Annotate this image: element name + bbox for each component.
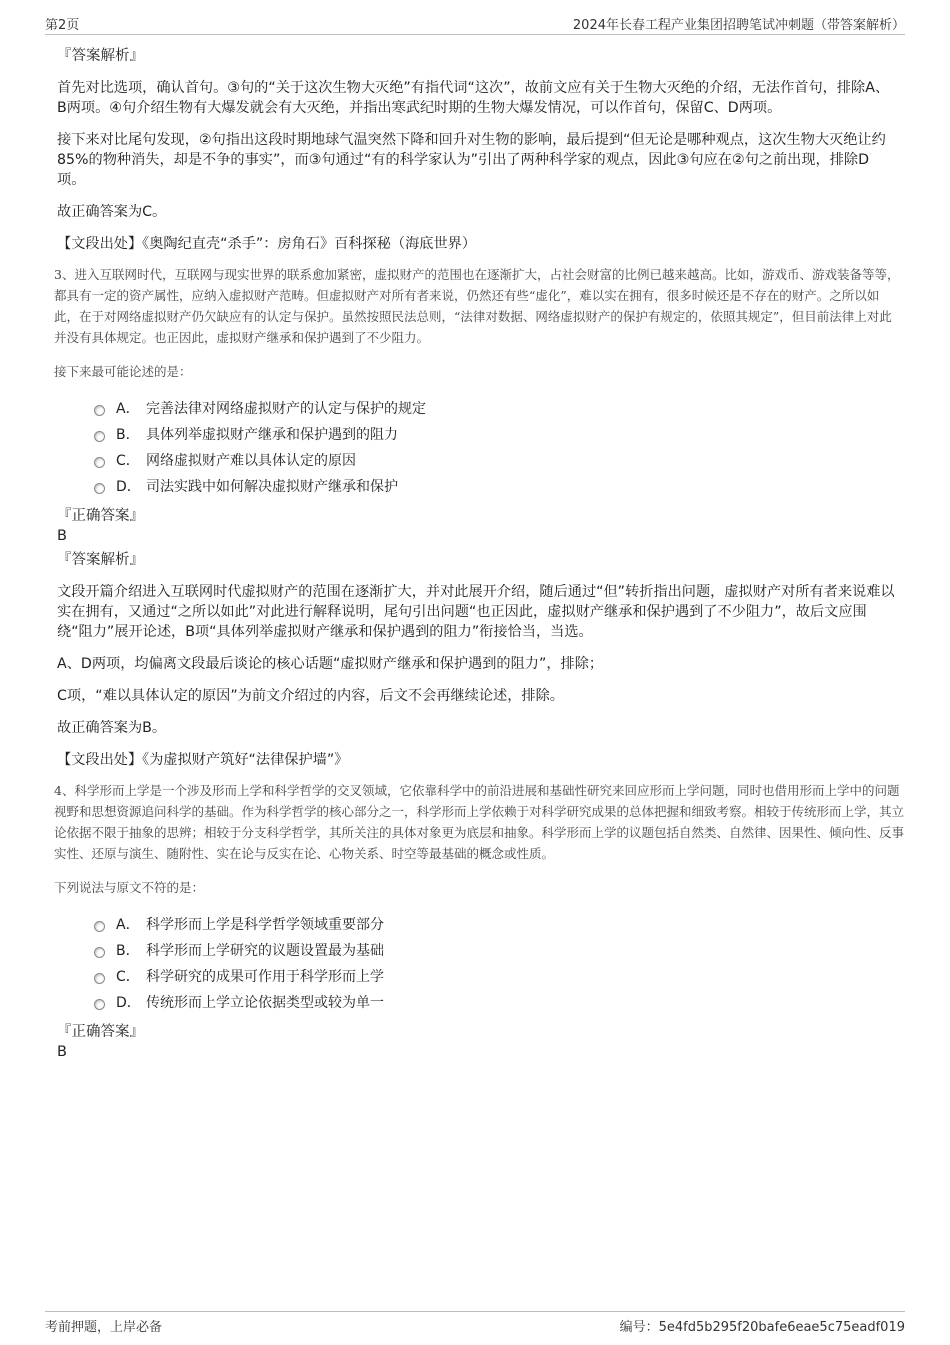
- option-a[interactable]: [94, 912, 897, 938]
- source-citation: 【文段出处】《为虚拟财产筑好“法律保护墙”》: [57, 752, 349, 768]
- source-citation: 【文段出处】《奥陶纪直壳“杀手”：房角石》百科探秘（海底世界）: [57, 236, 477, 252]
- radio-button[interactable]: [94, 457, 105, 468]
- option-text: 传统形而上学立论依据类型或较为单一: [146, 995, 384, 1011]
- radio-button[interactable]: [94, 947, 105, 958]
- analysis-paragraph: 接下来对比尾句发现，②句指出这段时期地球气温突然下降和回升对生物的影响，最后提到“但无论是哪种观点，这次生物大灭绝让约85%的物种消失，却是不争的事实”，而③句通过“有的科学家认为”引出了两种科学家的观点，因此③句应在②句之前出现，排除D项。: [57, 132, 886, 188]
- radio-button[interactable]: [94, 405, 105, 416]
- question-4-text: 4、科学形而上学是一个涉及形而上学和科学哲学的交叉领域，它依靠科学中的前沿进展和基础性研究来回应形而上学问题，同时也借用形而上学中的问题视野和思想资源追问科学的基础。作为科学哲学的核心部分之一，科学形而上学依赖于对科学研究成果的总体把握和细致考察。相较于传统形而上学，其立论依据不限于抽象的思辨；相较于分支科学哲学，其所关注的具体对象更为底层和抽象。科学形而上学的议题包括自然类、自然律、因果性、倾向性、反事实性、还原与演生、随附性、实在论与反实在论、心物关系、时空等最基础的概念或性质。: [54, 783, 905, 861]
- question-3-options: [94, 396, 897, 500]
- analysis-paragraph: 文段开篇介绍进入互联网时代虚拟财产的范围在逐渐扩大，并对此展开介绍，随后通过“但”转折指出问题，虚拟财产对所有者来说难以实在拥有，又通过“之所以如此”对此进行解释说明，尾句引出问题“也正因此，虚拟财产继承和保护遇到了不少阻力”，故后文应围绕“阻力”展开论述，B项“具体列举虚拟财产继承和保护遇到的阻力”衔接恰当，当选。: [57, 584, 895, 640]
- correct-answer-value: B: [57, 1044, 67, 1060]
- analysis-label: 『答案解析』: [57, 552, 144, 568]
- radio-button[interactable]: [94, 999, 105, 1010]
- correct-answer-label: 『正确答案』: [57, 508, 144, 524]
- radio-button[interactable]: [94, 921, 105, 932]
- question-3-prompt: 接下来最可能论述的是：: [54, 364, 192, 379]
- option-text: 科学形而上学是科学哲学领域重要部分: [146, 917, 384, 933]
- option-a[interactable]: [94, 396, 897, 422]
- option-letter: A．: [116, 917, 140, 933]
- document-id: 编号：5e4fd5b295f20bafe6eae5c75eadf019: [619, 1320, 905, 1335]
- footer-slogan: 考前押题，上岸必备: [45, 1320, 163, 1335]
- option-text: 司法实践中如何解决虚拟财产继承和保护: [146, 479, 398, 495]
- question-4-prompt: 下列说法与原文不符的是：: [54, 880, 205, 895]
- option-text: 科学研究的成果可作用于科学形而上学: [146, 969, 384, 985]
- page-number: 第2页: [45, 18, 80, 33]
- option-letter: B．: [116, 943, 140, 959]
- option-text: 网络虚拟财产难以具体认定的原因: [146, 453, 356, 469]
- question-3-text: 3、进入互联网时代，互联网与现实世界的联系愈加紧密，虚拟财产的范围也在逐渐扩大，占社会财富的比例已越来越高。比如，游戏币、游戏装备等等，都具有一定的资产属性，应纳入虚拟财产范畴。但虚拟财产对所有者来说，仍然还有些“虚化”，难以实在拥有，很多时候还是不存在的财产。之所以如此，在于对网络虚拟财产仍欠缺应有的认定与保护。虽然按照民法总则，“法律对数据、网络虚拟财产的保护有规定的，依照其规定”，但目前法律上对此并没有具体规定。也正因此，虚拟财产继承和保护遇到了不少阻力。: [54, 267, 900, 345]
- option-letter: D．: [116, 995, 141, 1011]
- option-text: 完善法律对网络虚拟财产的认定与保护的规定: [146, 401, 426, 417]
- option-letter: D．: [116, 479, 141, 495]
- option-letter: B．: [116, 427, 140, 443]
- page-footer: [45, 1311, 905, 1336]
- radio-button[interactable]: [94, 483, 105, 494]
- page-content: [54, 42, 905, 1066]
- option-letter: C．: [116, 969, 140, 985]
- analysis-paragraph: A、D两项，均偏离文段最后谈论的核心话题“虚拟财产继承和保护遇到的阻力”，排除；: [57, 656, 604, 672]
- option-c[interactable]: [94, 964, 897, 990]
- option-b[interactable]: [94, 938, 897, 964]
- option-letter: C．: [116, 453, 140, 469]
- question-4-options: [94, 912, 897, 1016]
- analysis-label: 『答案解析』: [57, 48, 144, 64]
- correct-answer-value: B: [57, 528, 67, 544]
- analysis-conclusion: 故正确答案为B。: [57, 720, 167, 736]
- document-title: 2024年长春工程产业集团招聘笔试冲刺题（带答案解析）: [572, 18, 905, 33]
- analysis-conclusion: 故正确答案为C。: [57, 204, 167, 220]
- radio-button[interactable]: [94, 431, 105, 442]
- option-c[interactable]: [94, 448, 897, 474]
- analysis-paragraph: C项，“难以具体认定的原因”为前文介绍过的内容，后文不会再继续论述，排除。: [57, 688, 564, 704]
- option-text: 科学形而上学研究的议题设置最为基础: [146, 943, 384, 959]
- page-header: [45, 12, 905, 35]
- option-b[interactable]: [94, 422, 897, 448]
- analysis-paragraph: 首先对比选项，确认首句。③句的“关于这次生物大灭绝”有指代词“这次”，故前文应有关于生物大灭绝的介绍，无法作首句，排除A、B两项。④句介绍生物有大爆发就会有大灭绝，并指出寒武纪时期的生物大爆发情况，可以作首句，保留C、D两项。: [57, 80, 890, 116]
- option-text: 具体列举虚拟财产继承和保护遇到的阻力: [146, 427, 398, 443]
- option-d[interactable]: [94, 990, 897, 1016]
- option-d[interactable]: [94, 474, 897, 500]
- radio-button[interactable]: [94, 973, 105, 984]
- option-letter: A．: [116, 401, 140, 417]
- correct-answer-label: 『正确答案』: [57, 1024, 144, 1040]
